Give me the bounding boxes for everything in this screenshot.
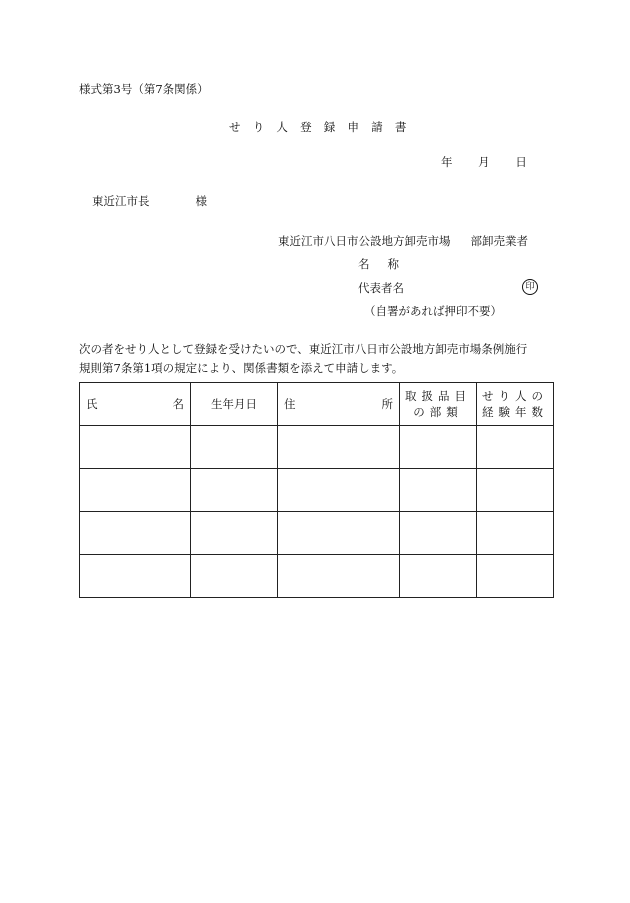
form-number: 様式第3号（第7条関係）	[79, 82, 209, 96]
date-line	[441, 155, 527, 169]
addressee-honorific: 様	[195, 194, 207, 208]
addressee	[92, 194, 207, 208]
cell-name[interactable]	[80, 512, 191, 555]
document-title: せり人登録申請書	[229, 120, 419, 134]
cell-years[interactable]	[477, 426, 554, 469]
cell-years[interactable]	[477, 555, 554, 598]
cell-address[interactable]	[278, 555, 400, 598]
header-years-line-1: せり人の	[482, 389, 548, 403]
table-header-row	[80, 383, 554, 426]
cell-address[interactable]	[278, 469, 400, 512]
header-years-line-2: 経験年数	[482, 405, 548, 419]
seal-mark: 印	[522, 279, 538, 295]
market-name: 東近江市八日市公設地方卸売市場	[278, 234, 451, 248]
applicant-role: 部卸売業者	[470, 234, 528, 248]
date-day-label: 日	[515, 155, 527, 169]
table-row	[80, 555, 554, 598]
cell-address[interactable]	[278, 426, 400, 469]
registration-table	[79, 382, 554, 598]
date-month-label: 月	[478, 155, 490, 169]
addressee-name: 東近江市長	[92, 194, 150, 208]
body-text-line-1: 次の者をせり人として登録を受けたいので、東近江市八日市公設地方卸売市場条例施行	[79, 342, 528, 356]
cell-years[interactable]	[477, 512, 554, 555]
cell-name[interactable]	[80, 555, 191, 598]
table-row	[80, 512, 554, 555]
header-experience-years	[477, 383, 554, 426]
representative-label: 代表者名	[358, 281, 404, 295]
cell-name[interactable]	[80, 426, 191, 469]
applicant-name-label: 名称	[358, 257, 417, 271]
header-address: 住所	[278, 383, 400, 426]
cell-birthdate[interactable]	[191, 426, 278, 469]
date-year-label: 年	[441, 155, 453, 169]
header-items-category	[400, 383, 477, 426]
cell-items[interactable]	[400, 512, 477, 555]
cell-items[interactable]	[400, 555, 477, 598]
cell-name[interactable]	[80, 469, 191, 512]
cell-birthdate[interactable]	[191, 469, 278, 512]
cell-years[interactable]	[477, 469, 554, 512]
applicant-market	[278, 234, 528, 248]
header-items-line-2: の部類	[413, 405, 463, 419]
table-row	[80, 469, 554, 512]
header-birthdate: 生年月日	[191, 383, 278, 426]
cell-birthdate[interactable]	[191, 555, 278, 598]
cell-address[interactable]	[278, 512, 400, 555]
header-items-line-1: 取扱品目	[405, 389, 471, 403]
cell-items[interactable]	[400, 426, 477, 469]
header-name: 氏名	[80, 383, 191, 426]
cell-items[interactable]	[400, 469, 477, 512]
body-text-line-2: 規則第7条第1項の規定により、関係書類を添えて申請します。	[79, 361, 404, 375]
signature-note: （自署があれば押印不要）	[364, 304, 502, 318]
table-row	[80, 426, 554, 469]
cell-birthdate[interactable]	[191, 512, 278, 555]
